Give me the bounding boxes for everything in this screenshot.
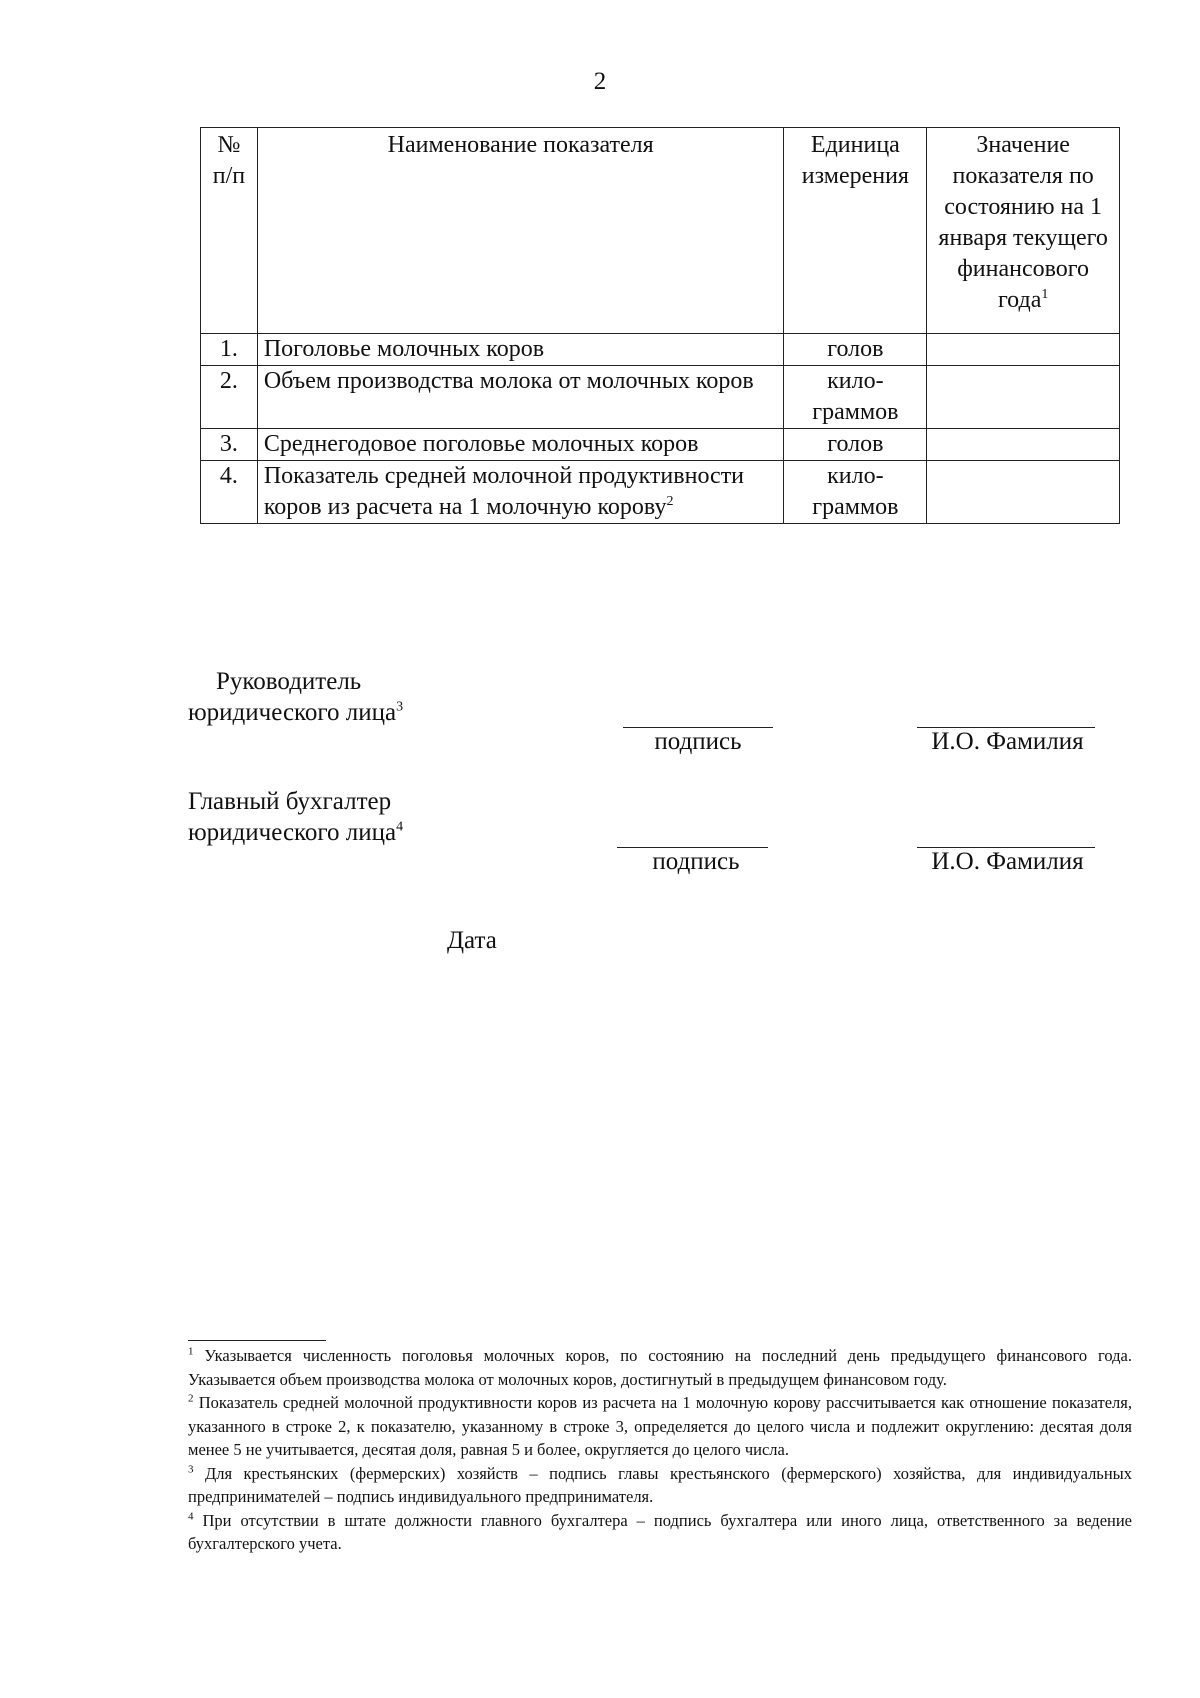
table-row: [201, 461, 1120, 524]
footnote-mark: 4: [188, 1510, 194, 1522]
footnote: [188, 1391, 1132, 1462]
row-name-footnote-mark: 2: [666, 494, 674, 509]
row-unit: голов: [784, 334, 927, 366]
name-caption: И.О. Фамилия: [931, 848, 1084, 875]
row-name: [257, 429, 784, 461]
table-header-row: [201, 128, 1120, 334]
row-name-text: Объем производства молока от молочных коров: [263, 368, 754, 394]
signature-footnote-mark: 4: [396, 819, 404, 835]
row-name: [257, 366, 784, 429]
row-name-text: Показатель средней молочной продуктивности коров из расчета на 1 молочную корову: [263, 463, 745, 520]
row-value: [927, 461, 1120, 524]
name-caption: И.О. Фамилия: [931, 728, 1084, 755]
row-unit: кило-граммов: [784, 461, 927, 524]
date-label: Дата: [447, 927, 497, 954]
header-name: [257, 128, 784, 334]
row-number: 4.: [201, 461, 258, 524]
page-number: 2: [593, 68, 607, 95]
row-name-text: Среднегодовое поголовье молочных коров: [263, 431, 699, 457]
table-row: [201, 429, 1120, 461]
footnote-text: Для крестьянских (фермерских) хозяйств – подпись главы крестьянского (фермерского) хозяйства, для индивидуальных предпринимателей – подпись индивидуального предпринимателя.: [188, 1463, 1132, 1506]
footnote-mark: 3: [188, 1463, 194, 1475]
footnote: [188, 1462, 1132, 1509]
row-number: 1.: [201, 334, 258, 366]
signature-title-line2: юридического лица: [188, 699, 397, 726]
indicators-table: [200, 127, 1120, 524]
header-unit-text: Единица измерения: [801, 132, 909, 189]
table-row: [201, 366, 1120, 429]
signature-block-accountant: [0, 786, 1200, 896]
row-name: [257, 334, 784, 366]
signature-title-line1: Главный бухгалтер: [188, 788, 392, 815]
footnote-text: При отсутствии в штате должности главного бухгалтера – подпись бухгалтера или иного лица, ответственного за ведение бухгалтерского учета.: [188, 1510, 1133, 1553]
signature-title-line2: юридического лица: [188, 819, 397, 846]
header-name-text: Наименование показателя: [387, 132, 654, 158]
footnote-mark: 2: [188, 1392, 194, 1405]
header-number-text: № п/п: [212, 132, 246, 189]
table-row: [201, 334, 1120, 366]
footnotes: [188, 1344, 1132, 1556]
row-unit: кило-граммов: [784, 366, 927, 429]
row-value: [927, 429, 1120, 461]
signature-title: [188, 666, 403, 728]
footnote-mark: 1: [188, 1345, 194, 1358]
row-value: [927, 334, 1120, 366]
signature-title: [188, 786, 403, 848]
footnote-text: Показатель средней молочной продуктивности коров из расчета на 1 молочную корову рассчитывается как отношение показателя, указанного в строке 2, к показателю, указанному в строке 3, определяется до целого числа и подлежит округлению: десятая доля менее 5 не учитывается, десятая доля, равная 5 и более, округляется до целого числа.: [188, 1393, 1133, 1459]
footnote-separator: [188, 1340, 326, 1341]
footnote: [188, 1509, 1132, 1556]
header-number: [201, 128, 258, 334]
row-unit: голов: [784, 429, 927, 461]
footnote-text: Указывается численность поголовья молочных коров, по состоянию на последний день предыдущего финансового года. Указывается объем производства молока от молочных коров, достигнутый в предыдущем финансовом году.: [188, 1346, 1132, 1389]
header-value-text: Значение показателя по состоянию на 1 января текущего финансового года: [938, 132, 1108, 313]
header-unit: [784, 128, 927, 334]
header-value-footnote-mark: 1: [1041, 287, 1049, 302]
signature-title-line1: Руководитель: [216, 668, 362, 695]
signature-block-head: [0, 666, 1200, 776]
row-value: [927, 366, 1120, 429]
footnote: [188, 1344, 1132, 1391]
header-value: [927, 128, 1120, 334]
row-name: [257, 461, 784, 524]
row-name-text: Поголовье молочных коров: [263, 336, 545, 362]
row-number: 3.: [201, 429, 258, 461]
signature-footnote-mark: 3: [396, 699, 404, 715]
signature-caption: подпись: [654, 728, 742, 755]
signature-caption: подпись: [652, 848, 740, 875]
row-number: 2.: [201, 366, 258, 429]
